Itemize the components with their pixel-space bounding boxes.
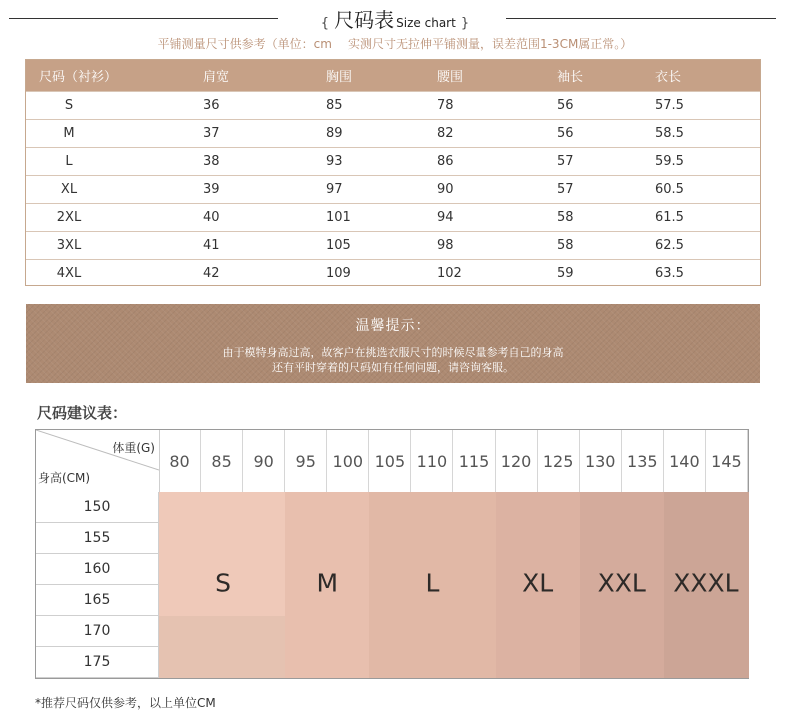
table-cell: 57 bbox=[557, 154, 574, 169]
weight-header-cell: 95 bbox=[285, 430, 327, 492]
table-cell: 89 bbox=[326, 126, 343, 141]
weight-header-cell: 90 bbox=[243, 430, 285, 492]
table-cell: 59.5 bbox=[655, 154, 684, 169]
table-row bbox=[26, 203, 760, 231]
table-cell: 56 bbox=[557, 98, 574, 113]
table-cell: L bbox=[65, 154, 73, 169]
size-table bbox=[25, 59, 761, 286]
size-table-header bbox=[26, 60, 760, 91]
table-cell: 60.5 bbox=[655, 182, 684, 197]
table-row bbox=[26, 175, 760, 203]
weight-axis-label: 体重(G) bbox=[112, 441, 155, 455]
table-cell: 3XL bbox=[56, 238, 82, 253]
table-cell: 97 bbox=[326, 182, 343, 197]
table-cell: 101 bbox=[326, 210, 351, 225]
column-header: 肩宽 bbox=[203, 70, 230, 85]
table-cell: 58 bbox=[557, 210, 574, 225]
weight-header-cell: 145 bbox=[706, 430, 748, 492]
weight-header-row bbox=[36, 430, 748, 493]
height-row-cell: 165 bbox=[36, 585, 159, 616]
weight-header-cell: 85 bbox=[201, 430, 243, 492]
table-cell: 2XL bbox=[56, 210, 82, 225]
weight-header-cell: 135 bbox=[622, 430, 664, 492]
table-cell: 109 bbox=[326, 266, 351, 281]
table-cell: 39 bbox=[203, 182, 220, 197]
table-row bbox=[26, 259, 760, 287]
table-cell: 42 bbox=[203, 266, 220, 281]
title-zh: 尺码表 bbox=[334, 8, 395, 32]
table-row bbox=[26, 91, 760, 119]
table-cell: 41 bbox=[203, 238, 220, 253]
weight-header-cell: 80 bbox=[159, 430, 201, 492]
height-row-cell: 175 bbox=[36, 647, 159, 678]
table-cell: 57 bbox=[557, 182, 574, 197]
table-cell: 58 bbox=[557, 238, 574, 253]
table-cell: 59 bbox=[557, 266, 574, 281]
height-row-cell: 150 bbox=[36, 492, 159, 523]
weight-header-cell: 100 bbox=[327, 430, 369, 492]
size-zone-lower-band bbox=[159, 616, 285, 678]
measurement-note bbox=[0, 35, 790, 52]
weight-header-cell: 130 bbox=[580, 430, 622, 492]
table-cell: 61.5 bbox=[655, 210, 684, 225]
size-recommendation-table bbox=[35, 429, 749, 679]
size-zone-label: XL bbox=[522, 568, 554, 598]
table-cell: 36 bbox=[203, 98, 220, 113]
table-row bbox=[26, 231, 760, 259]
table-cell: 102 bbox=[437, 266, 462, 281]
table-cell: 86 bbox=[437, 154, 454, 169]
column-header: 腰围 bbox=[437, 70, 464, 85]
tip-title: 温馨提示： bbox=[355, 318, 431, 334]
table-cell: 85 bbox=[326, 98, 343, 113]
table-cell: 62.5 bbox=[655, 238, 684, 253]
table-cell: 58.5 bbox=[655, 126, 684, 141]
column-header: 胸围 bbox=[326, 70, 353, 85]
column-header: 尺码（衬衫） bbox=[39, 70, 118, 85]
table-cell: 105 bbox=[326, 238, 351, 253]
size-zone-label: M bbox=[316, 568, 339, 598]
title-brace-right: } bbox=[460, 16, 470, 31]
table-cell: 93 bbox=[326, 154, 343, 169]
height-axis-label: 身高(CM) bbox=[38, 471, 91, 485]
table-cell: XL bbox=[60, 182, 78, 197]
page-title bbox=[0, 4, 790, 33]
table-row bbox=[26, 147, 760, 175]
size-zone-label: XXXL bbox=[673, 568, 739, 598]
weight-header-cell: 115 bbox=[453, 430, 495, 492]
table-cell: 63.5 bbox=[655, 266, 684, 281]
table-cell: 37 bbox=[203, 126, 220, 141]
table-cell: M bbox=[63, 126, 75, 141]
weight-header-cell: 105 bbox=[369, 430, 411, 492]
tip-banner bbox=[26, 304, 760, 383]
height-row-cell: 160 bbox=[36, 554, 159, 585]
table-cell: 98 bbox=[437, 238, 454, 253]
size-zone-label: S bbox=[215, 568, 232, 598]
size-zone-label: L bbox=[425, 568, 440, 598]
weight-header-cell: 125 bbox=[538, 430, 580, 492]
footnote: *推荐尺码仅供参考，以上单位CM bbox=[35, 696, 216, 710]
table-cell: 40 bbox=[203, 210, 220, 225]
table-cell: 4XL bbox=[56, 266, 82, 281]
tip-line-2: 还有平时穿着的尺码如有任何问题，请咨询客服。 bbox=[272, 361, 514, 374]
column-header: 衣长 bbox=[655, 70, 682, 85]
weight-header-cell: 110 bbox=[411, 430, 453, 492]
weight-header-cell: 140 bbox=[664, 430, 706, 492]
corner-header-cell bbox=[36, 430, 160, 492]
title-en: Size chart bbox=[396, 16, 456, 30]
table-cell: 82 bbox=[437, 126, 454, 141]
title-brace-left: { bbox=[320, 16, 330, 31]
note-left: 平铺测量尺寸供参考（单位：cm bbox=[157, 37, 332, 51]
table-cell: 78 bbox=[437, 98, 454, 113]
weight-header-cell: 120 bbox=[496, 430, 538, 492]
table-cell: 56 bbox=[557, 126, 574, 141]
table-cell: 38 bbox=[203, 154, 220, 169]
size-zone-label: XXL bbox=[597, 568, 646, 598]
table-cell: S bbox=[64, 98, 74, 113]
height-row-cell: 155 bbox=[36, 523, 159, 554]
table-cell: 94 bbox=[437, 210, 454, 225]
column-header: 袖长 bbox=[557, 70, 584, 85]
tip-line-1: 由于模特身高过高，故客户在挑选衣服尺寸的时候尽量参考自己的身高 bbox=[222, 346, 564, 359]
table-cell: 57.5 bbox=[655, 98, 684, 113]
height-row-cell: 170 bbox=[36, 616, 159, 647]
table-row bbox=[26, 119, 760, 147]
recommend-title: 尺码建议表： bbox=[37, 404, 128, 422]
note-right: 实测尺寸无拉伸平铺测量，误差范围1-3CM属正常。） bbox=[347, 37, 633, 51]
table-cell: 90 bbox=[437, 182, 454, 197]
